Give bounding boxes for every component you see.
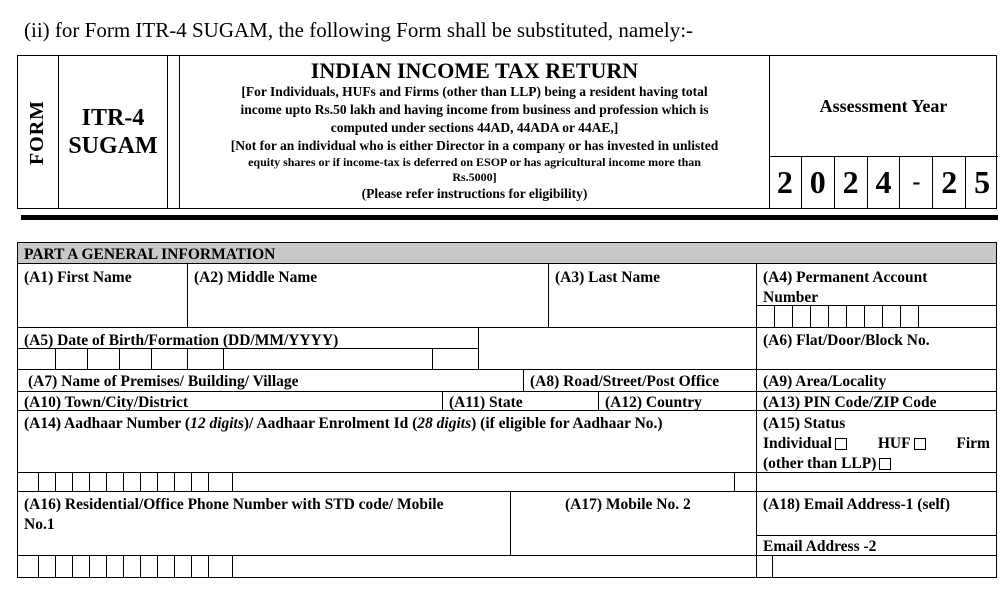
ay-digit: 2 [932,156,965,208]
email2-label: Email Address -2 [763,538,877,555]
phone-label: (A16) Residential/Office Phone Number with STD code/ Mobile No.1 [24,496,444,533]
header-rule [21,215,998,220]
part-a-table [17,242,997,578]
middle-name-label: (A2) Middle Name [194,269,318,286]
ay-digit: 2 [834,156,867,208]
last-name-label: (A3) Last Name [555,269,661,286]
dob-label: (A5) Date of Birth/Formation (DD/MM/YYYY) [24,332,339,349]
ay-digit: 4 [867,156,900,208]
firm-checkbox[interactable] [879,458,891,470]
town-label: (A10) Town/City/District [24,394,189,411]
individual-checkbox[interactable] [835,438,847,450]
flat-label: (A6) Flat/Door/Block No. [763,332,930,349]
part-a-heading: PART A GENERAL INFORMATION [18,243,996,264]
huf-checkbox[interactable] [914,438,926,450]
form-vertical-label: FORM [26,99,49,165]
email1-label: (A18) Email Address-1 (self) [763,496,950,513]
ay-digit: 0 [801,156,834,208]
country-label: (A12) Country [605,394,702,411]
form-header [17,55,997,209]
mobile2-label: (A17) Mobile No. 2 [565,496,691,513]
first-name-label: (A1) First Name [24,269,132,286]
form-title: INDIAN INCOME TAX RETURN [310,58,639,83]
assessment-year-boxes [769,156,998,208]
pin-label: (A13) PIN Code/ZIP Code [763,394,937,411]
road-label: (A8) Road/Street/Post Office [530,373,720,390]
ay-digit: 5 [965,156,998,208]
ay-digit: 2 [776,163,793,200]
form-title-block: INDIAN INCOME TAX RETURN [For Individuals, HUFs and Firms (other than LLP) being a resident having total income upto Rs.50 lakh and having income from business and profession which is computed under sections 44AD, 44ADA or 44AE,] [Not for an individual who is either Director in a company or has invested in unlisted equity shares or if income-tax is deferred on ESOP or has agricultural income more than Rs.5000] (Please refer instructions for eligibility) [180,56,769,203]
aadhaar-label: (A14) Aadhaar Number (12 digits)/ Aadhaar Enrolment Id (28 digits) (if eligible for Aadhaar No.) [24,415,663,432]
intro-text: (ii) for Form ITR-4 SUGAM, the following Form shall be substituted, namely:- [24,18,694,42]
area-label: (A9) Area/Locality [763,373,887,390]
form-name: ITR-4 SUGAM [68,105,158,159]
assessment-year-label: Assessment Year [819,95,948,116]
ay-dash: - [899,156,932,208]
premises-label: (A7) Name of Premises/ Building/ Village [28,373,299,390]
pan-label: (A4) Permanent Account Number [763,269,928,306]
state-label: (A11) State [449,394,523,411]
status-label: (A15) Status Individual HUF Firm (other than LLP) [763,415,990,472]
